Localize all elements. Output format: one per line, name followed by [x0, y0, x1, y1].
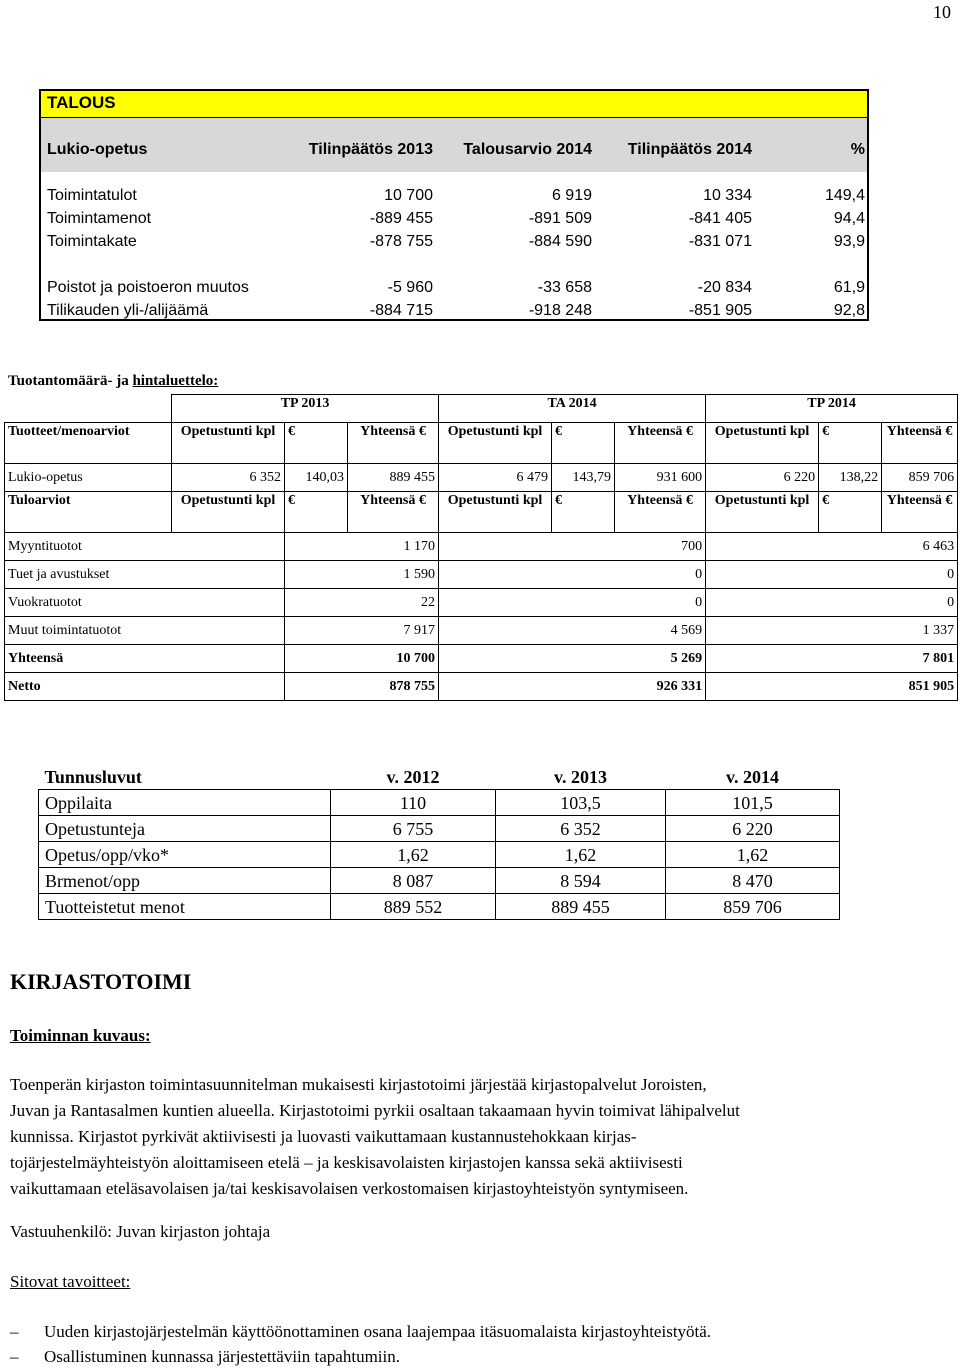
period-header: TA 2014 — [439, 395, 706, 423]
col-header: Yhteensä € — [348, 492, 439, 533]
table-cell: 138,22 — [819, 464, 882, 492]
table-cell: Opetus/opp/vko* — [39, 842, 331, 868]
table-cell: 6 755 — [331, 816, 496, 842]
table-cell: 6 352 — [172, 464, 285, 492]
tunnusluvut-header: v. 2012 — [386, 766, 440, 787]
kirjasto-title: KIRJASTOTOIMI — [10, 969, 192, 994]
paragraph-line: tojärjestelmäyhteistyön aloittamiseen etelä – ja keskisavolaisten kirjastojen kanssa sekä aktiivisesti — [10, 1153, 683, 1172]
period-header: TP 2014 — [706, 395, 958, 423]
table-cell: 101,5 — [666, 790, 840, 816]
table-cell: 22 — [285, 589, 439, 617]
col-header: Yhteensä € — [615, 492, 706, 533]
row-value: 10 700 — [384, 187, 433, 204]
row-value: -884 715 — [369, 302, 433, 319]
row-value: 149,4 — [824, 187, 865, 204]
col-header: € — [552, 492, 615, 533]
tuotanto-title — [8, 373, 218, 390]
tunnusluvut-header: Tunnusluvut — [44, 766, 142, 787]
col-header: € — [819, 492, 882, 533]
page-number: 10 — [933, 2, 951, 22]
table-cell: 103,5 — [496, 790, 666, 816]
tunnusluvut-row — [39, 842, 840, 868]
table-cell: 6 479 — [439, 464, 552, 492]
header-tp2013: Tilinpäätös 2013 — [308, 141, 433, 158]
row-value: 93,9 — [833, 233, 865, 250]
table-cell: 6 220 — [706, 464, 819, 492]
tunnusluvut-header: v. 2013 — [553, 766, 607, 787]
table-cell: 889 552 — [331, 894, 496, 920]
table-cell: 1,62 — [496, 842, 666, 868]
col-header: Opetustunti kpl — [706, 492, 819, 533]
empty-cell — [5, 395, 172, 423]
row-value: -878 755 — [369, 233, 433, 250]
paragraph-line: kunnissa. Kirjastot pyrkivät aktiivisesti ja luovasti vaikuttamaan kustannustehokkaan kirjas- — [10, 1127, 637, 1146]
table-cell: 889 455 — [348, 464, 439, 492]
table-cell: Muut toimintatuotot — [5, 617, 285, 645]
col-header: Opetustunti kpl — [172, 492, 285, 533]
income-row — [5, 533, 958, 561]
table-cell: 143,79 — [552, 464, 615, 492]
row-value: -5 960 — [387, 279, 433, 296]
table-cell: 700 — [439, 533, 706, 561]
period-row — [5, 395, 958, 423]
tuotanto-table — [4, 394, 958, 701]
row-label: Tilikauden yli-/alijäämä — [47, 302, 209, 319]
table-cell: 7 801 — [706, 645, 958, 673]
table-cell: 6 352 — [496, 816, 666, 842]
tunnusluvut-header-row — [39, 764, 840, 790]
talous-table — [39, 89, 869, 321]
table-cell: 0 — [439, 589, 706, 617]
table-cell: 0 — [439, 561, 706, 589]
col-header: Opetustunti kpl — [439, 492, 552, 533]
table-cell: 6 463 — [706, 533, 958, 561]
row-label: Toimintatulot — [47, 187, 137, 204]
table-cell: 1 170 — [285, 533, 439, 561]
income-total-row — [5, 645, 958, 673]
bullet-dash: – — [10, 1322, 19, 1341]
col-header: € — [285, 423, 348, 464]
table-cell: Yhteensä — [5, 645, 285, 673]
income-row — [5, 617, 958, 645]
row-value: -891 509 — [528, 210, 592, 227]
tunnusluvut-header: v. 2014 — [725, 766, 779, 787]
income-row — [5, 589, 958, 617]
row-value: 61,9 — [833, 279, 865, 296]
table-cell: 4 569 — [439, 617, 706, 645]
product-row — [5, 464, 958, 492]
products-label: Tuotteet/menoarviot — [5, 423, 172, 464]
paragraph-line: Juvan ja Rantasalmen kuntien alueella. Kirjastotoimi pyrkii osaltaan takaamaan hyvin toimivat lähipalvelut — [10, 1101, 740, 1120]
vastuuhenkilo: Vastuuhenkilö: Juvan kirjaston johtaja — [10, 1222, 271, 1241]
row-label: Poistot ja poistoeron muutos — [47, 279, 249, 296]
row-value: -851 905 — [688, 302, 752, 319]
tunnusluvut-row — [39, 894, 840, 920]
tuloarviot-label: Tuloarviot — [5, 492, 172, 533]
table-cell: Oppilaita — [39, 790, 331, 816]
bullet-item — [10, 1322, 930, 1344]
col-header: Yhteensä € — [348, 423, 439, 464]
col-header: € — [285, 492, 348, 533]
table-cell: 6 220 — [666, 816, 840, 842]
table-cell: 1,62 — [331, 842, 496, 868]
table-cell: Myyntituotot — [5, 533, 285, 561]
row-value: -841 405 — [688, 210, 752, 227]
table-cell: 7 917 — [285, 617, 439, 645]
table-cell: 889 455 — [496, 894, 666, 920]
table-cell: 0 — [706, 589, 958, 617]
header-percent: % — [850, 141, 865, 158]
table-cell: 8 594 — [496, 868, 666, 894]
table-cell: 0 — [706, 561, 958, 589]
paragraph-line: vaikuttamaan eteläsavolaisen ja/tai keskisavolaisen verkostomaisen kirjastoyhteistyön syntymiseen. — [10, 1179, 689, 1198]
table-cell: 859 706 — [882, 464, 958, 492]
table-cell: 851 905 — [706, 673, 958, 701]
tuotanto-title-part: Tuotantomäärä- ja — [8, 373, 133, 389]
table-cell: 8 470 — [666, 868, 840, 894]
tavoitteet-heading: Sitovat tavoitteet: — [10, 1272, 131, 1291]
row-value: 92,8 — [833, 302, 865, 319]
paragraph-line: Toenperän kirjaston toimintasuunnitelman mukaisesti kirjastotoimi järjestää kirjastopalvelut Joroisten, — [10, 1075, 707, 1094]
row-value: 10 334 — [703, 187, 752, 204]
table-cell: Brmenot/opp — [39, 868, 331, 894]
row-value: -33 658 — [537, 279, 592, 296]
table-cell: Tuet ja avustukset — [5, 561, 285, 589]
table-cell: 140,03 — [285, 464, 348, 492]
header-lukio-opetus: Lukio-opetus — [47, 141, 148, 158]
row-label: Toimintamenot — [47, 210, 152, 227]
bullet-text: Osallistuminen kunnassa järjestettäviin tapahtumiin. — [44, 1347, 400, 1366]
table-cell: 1,62 — [666, 842, 840, 868]
row-value: -831 071 — [688, 233, 752, 250]
netto-row — [5, 673, 958, 701]
table-cell: Netto — [5, 673, 285, 701]
col-header: € — [552, 423, 615, 464]
col-header: Yhteensä € — [882, 492, 958, 533]
tuloarviot-header-row — [5, 492, 958, 533]
row-value: -20 834 — [697, 279, 752, 296]
col-header: € — [819, 423, 882, 464]
table-cell: 926 331 — [439, 673, 706, 701]
kuvaus-heading: Toiminnan kuvaus: — [10, 1026, 151, 1045]
table-cell: 5 269 — [439, 645, 706, 673]
table-cell: Lukio-opetus — [5, 464, 172, 492]
table-cell: Vuokratuotot — [5, 589, 285, 617]
header-ta2014: Talousarvio 2014 — [463, 141, 592, 158]
column-header-row — [5, 423, 958, 464]
table-cell: Opetustunteja — [39, 816, 331, 842]
table-cell: 859 706 — [666, 894, 840, 920]
tunnusluvut-row — [39, 790, 840, 816]
talous-heading: TALOUS — [47, 93, 116, 112]
tunnusluvut-row — [39, 868, 840, 894]
col-header: Yhteensä € — [882, 423, 958, 464]
tunnusluvut-table — [38, 764, 840, 920]
col-header: Yhteensä € — [615, 423, 706, 464]
tuotanto-title-part: hintaluettelo: — [132, 373, 219, 389]
row-value: 6 919 — [551, 187, 592, 204]
row-value: -889 455 — [369, 210, 433, 227]
bullet-item — [10, 1347, 930, 1369]
table-cell: 1 590 — [285, 561, 439, 589]
row-value: 94,4 — [833, 210, 865, 227]
talous-heading-bar — [41, 91, 867, 118]
bullet-text: Uuden kirjastojärjestelmän käyttöönottaminen osana laajempaa itäsuomalaista kirjastoyhteistyötä. — [44, 1322, 712, 1341]
row-label: Toimintakate — [47, 233, 137, 250]
table-cell: Tuotteistetut menot — [39, 894, 331, 920]
table-cell: 931 600 — [615, 464, 706, 492]
table-cell: 10 700 — [285, 645, 439, 673]
table-cell: 110 — [331, 790, 496, 816]
period-header: TP 2013 — [172, 395, 439, 423]
table-cell: 8 087 — [331, 868, 496, 894]
table-cell: 1 337 — [706, 617, 958, 645]
income-row — [5, 561, 958, 589]
bullet-dash: – — [10, 1347, 19, 1366]
kuvaus-paragraph — [10, 1072, 945, 1202]
row-value: -884 590 — [528, 233, 592, 250]
table-cell: 878 755 — [285, 673, 439, 701]
row-value: -918 248 — [528, 302, 592, 319]
col-header: Opetustunti kpl — [706, 423, 819, 464]
header-tp2014: Tilinpäätös 2014 — [627, 141, 752, 158]
col-header: Opetustunti kpl — [172, 423, 285, 464]
col-header: Opetustunti kpl — [439, 423, 552, 464]
tunnusluvut-row — [39, 816, 840, 842]
